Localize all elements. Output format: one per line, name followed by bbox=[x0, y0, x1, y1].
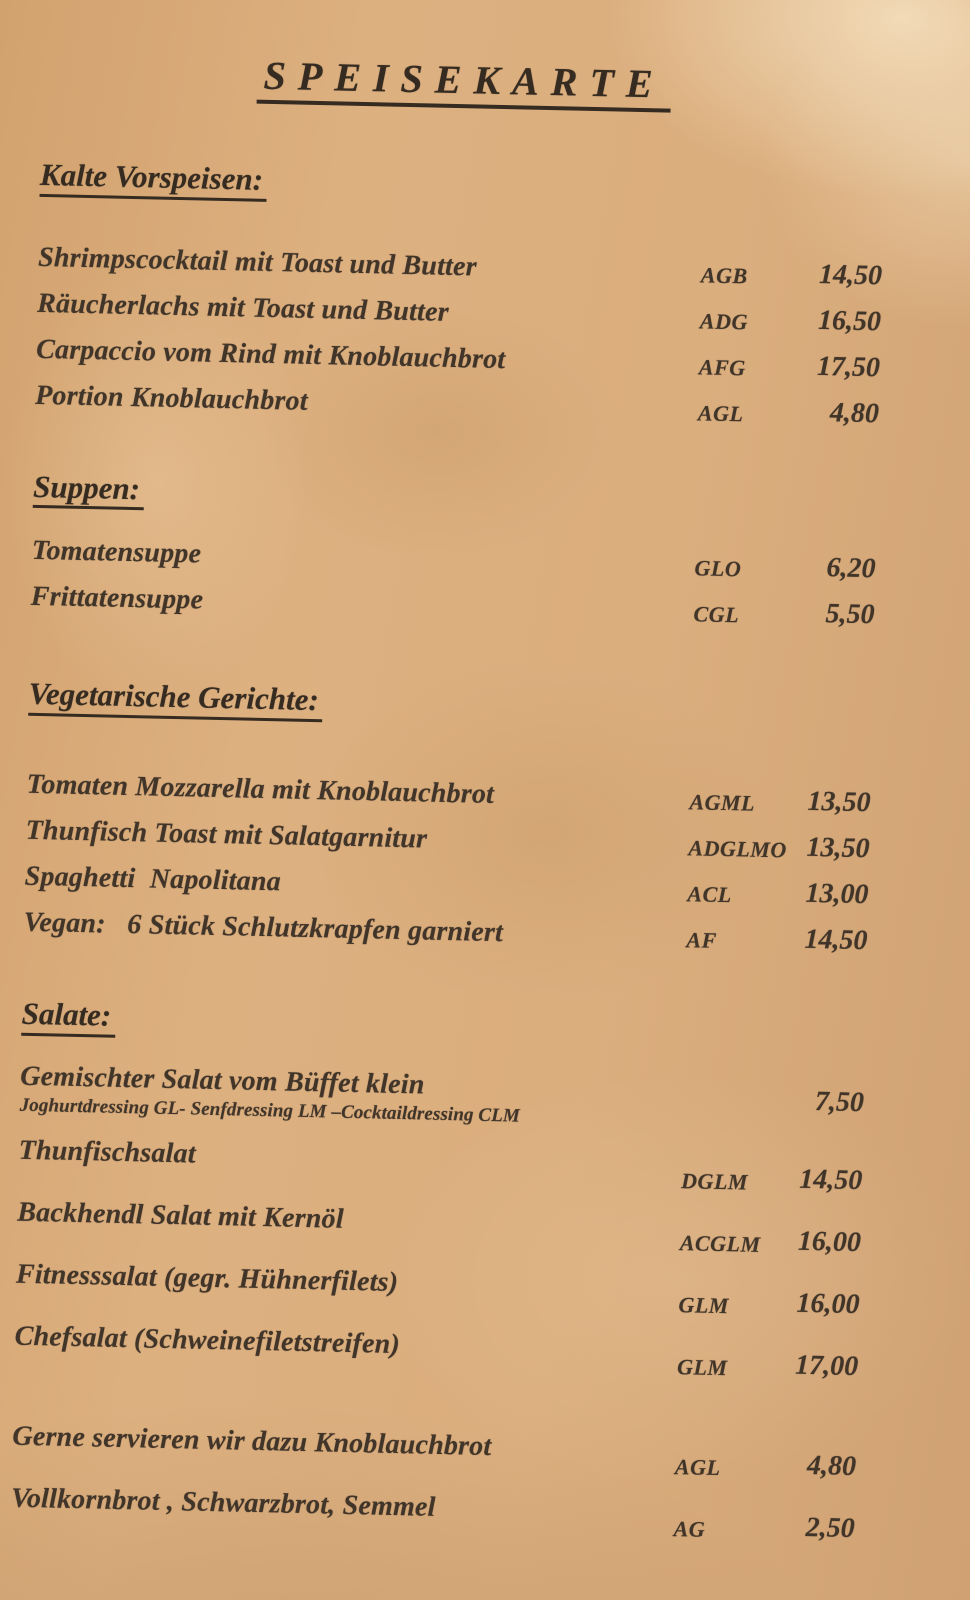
item-price: 16,50 bbox=[817, 304, 882, 337]
menu-item-row bbox=[18, 1133, 863, 1197]
item-price: 6,20 bbox=[826, 552, 876, 585]
item-price: 17,50 bbox=[816, 350, 881, 383]
menu-item-row bbox=[14, 1319, 859, 1383]
menu-item-row bbox=[17, 1195, 862, 1259]
item-name: Vegan: 6 Stück Schlutzkrapfen garniert bbox=[23, 906, 504, 949]
allergen-code: AG bbox=[673, 1515, 706, 1542]
allergen-code: ACL bbox=[687, 881, 733, 908]
item-name: Frittatensuppe bbox=[30, 581, 204, 616]
item-name: Vollkornbrot , Schwarzbrot, Semmel bbox=[10, 1482, 436, 1523]
item-price: 14,50 bbox=[818, 258, 883, 291]
menu-item-row bbox=[15, 1257, 860, 1321]
menu-title: SPEISEKARTE bbox=[257, 54, 671, 113]
menu-item-row bbox=[35, 379, 880, 431]
menu-item-row bbox=[31, 534, 876, 586]
menu-item-row bbox=[10, 1481, 855, 1545]
allergen-code: CGL bbox=[693, 601, 740, 628]
allergen-code bbox=[683, 1094, 769, 1096]
item-name: Tomaten Mozzarella mit Knoblauchbrot bbox=[26, 768, 495, 810]
allergen-code: AGL bbox=[674, 1453, 721, 1480]
item-price: 16,00 bbox=[796, 1287, 860, 1320]
section-kalte-vorspeisen bbox=[35, 157, 884, 431]
item-name: Thunfisch Toast mit Salatgarnitur bbox=[25, 814, 428, 855]
item-price: 13,00 bbox=[805, 877, 869, 911]
dressing-note: Joghurtdressing GL- Senfdressing LM –Cocktaildressing CLM bbox=[19, 1094, 521, 1127]
menu-item-row bbox=[38, 241, 883, 293]
item-price: 14,50 bbox=[798, 1163, 863, 1196]
section-heading: Salate: bbox=[21, 996, 115, 1038]
allergen-code: GLM bbox=[678, 1291, 730, 1318]
item-name bbox=[19, 1059, 683, 1131]
menu-header bbox=[42, 49, 887, 117]
item-name: Fitnesssalat (gegr. Hühnerfilets) bbox=[15, 1258, 399, 1298]
item-price: 2,50 bbox=[805, 1511, 856, 1544]
item-name: Thunfischsalat bbox=[18, 1134, 197, 1170]
allergen-code: GLM bbox=[676, 1353, 728, 1380]
allergen-code: AGML bbox=[689, 789, 756, 816]
menu-item-row bbox=[24, 860, 869, 912]
item-name: Chefsalat (Schweinefiletstreifen) bbox=[14, 1320, 401, 1360]
allergen-code: AF bbox=[686, 927, 718, 953]
item-name: Tomatensuppe bbox=[31, 535, 202, 570]
item-name: Carpaccio vom Rind mit Knoblauchbrot bbox=[35, 333, 506, 375]
section-heading: Vegetarische Gerichte: bbox=[28, 676, 323, 722]
allergen-code: AFG bbox=[698, 353, 746, 381]
item-price: 16,00 bbox=[797, 1225, 862, 1258]
section-salate bbox=[14, 996, 866, 1384]
menu-item-row bbox=[25, 814, 870, 866]
item-name: Spaghetti Napolitana bbox=[24, 860, 282, 898]
section-heading: Kalte Vorspeisen: bbox=[40, 157, 268, 202]
section-heading: Suppen: bbox=[33, 468, 145, 510]
item-name-main: Gemischter Salat vom Büffet klein bbox=[20, 1060, 425, 1101]
item-price: 4,80 bbox=[829, 396, 880, 429]
allergen-code: AGL bbox=[697, 399, 744, 426]
allergen-code: ADG bbox=[699, 308, 749, 335]
item-price: 7,50 bbox=[814, 1085, 865, 1118]
item-price: 13,50 bbox=[806, 831, 870, 865]
menu-item-row bbox=[30, 580, 875, 632]
menu-item-row bbox=[37, 287, 882, 339]
item-name: Gerne servieren wir dazu Knoblauchbrot bbox=[12, 1420, 492, 1462]
item-name: Portion Knoblauchbrot bbox=[34, 379, 309, 417]
section-beilagen-brot bbox=[10, 1419, 856, 1545]
item-price: 14,50 bbox=[804, 923, 868, 957]
section-suppen bbox=[30, 468, 877, 632]
allergen-code: ACGLM bbox=[679, 1229, 761, 1257]
item-price: 13,50 bbox=[807, 785, 871, 819]
menu-item-row bbox=[19, 1059, 864, 1135]
allergen-code: GLO bbox=[694, 555, 742, 582]
menu-item-row bbox=[26, 768, 871, 820]
allergen-code: DGLM bbox=[680, 1167, 749, 1195]
allergen-code: ADGLMO bbox=[688, 835, 788, 863]
item-price: 17,00 bbox=[794, 1349, 859, 1382]
item-name: Backhendl Salat mit Kernöl bbox=[17, 1196, 345, 1235]
item-name: Räucherlachs mit Toast und Butter bbox=[36, 287, 450, 328]
section-vegetarische-gerichte bbox=[23, 676, 873, 958]
menu-item-row bbox=[23, 906, 868, 958]
menu-item-row bbox=[36, 333, 881, 385]
item-price: 5,50 bbox=[825, 598, 875, 631]
menu-item-row bbox=[12, 1419, 857, 1483]
item-price: 4,80 bbox=[806, 1449, 857, 1482]
allergen-code: AGB bbox=[700, 262, 748, 289]
item-name: Shrimpscocktail mit Toast und Butter bbox=[37, 241, 478, 283]
